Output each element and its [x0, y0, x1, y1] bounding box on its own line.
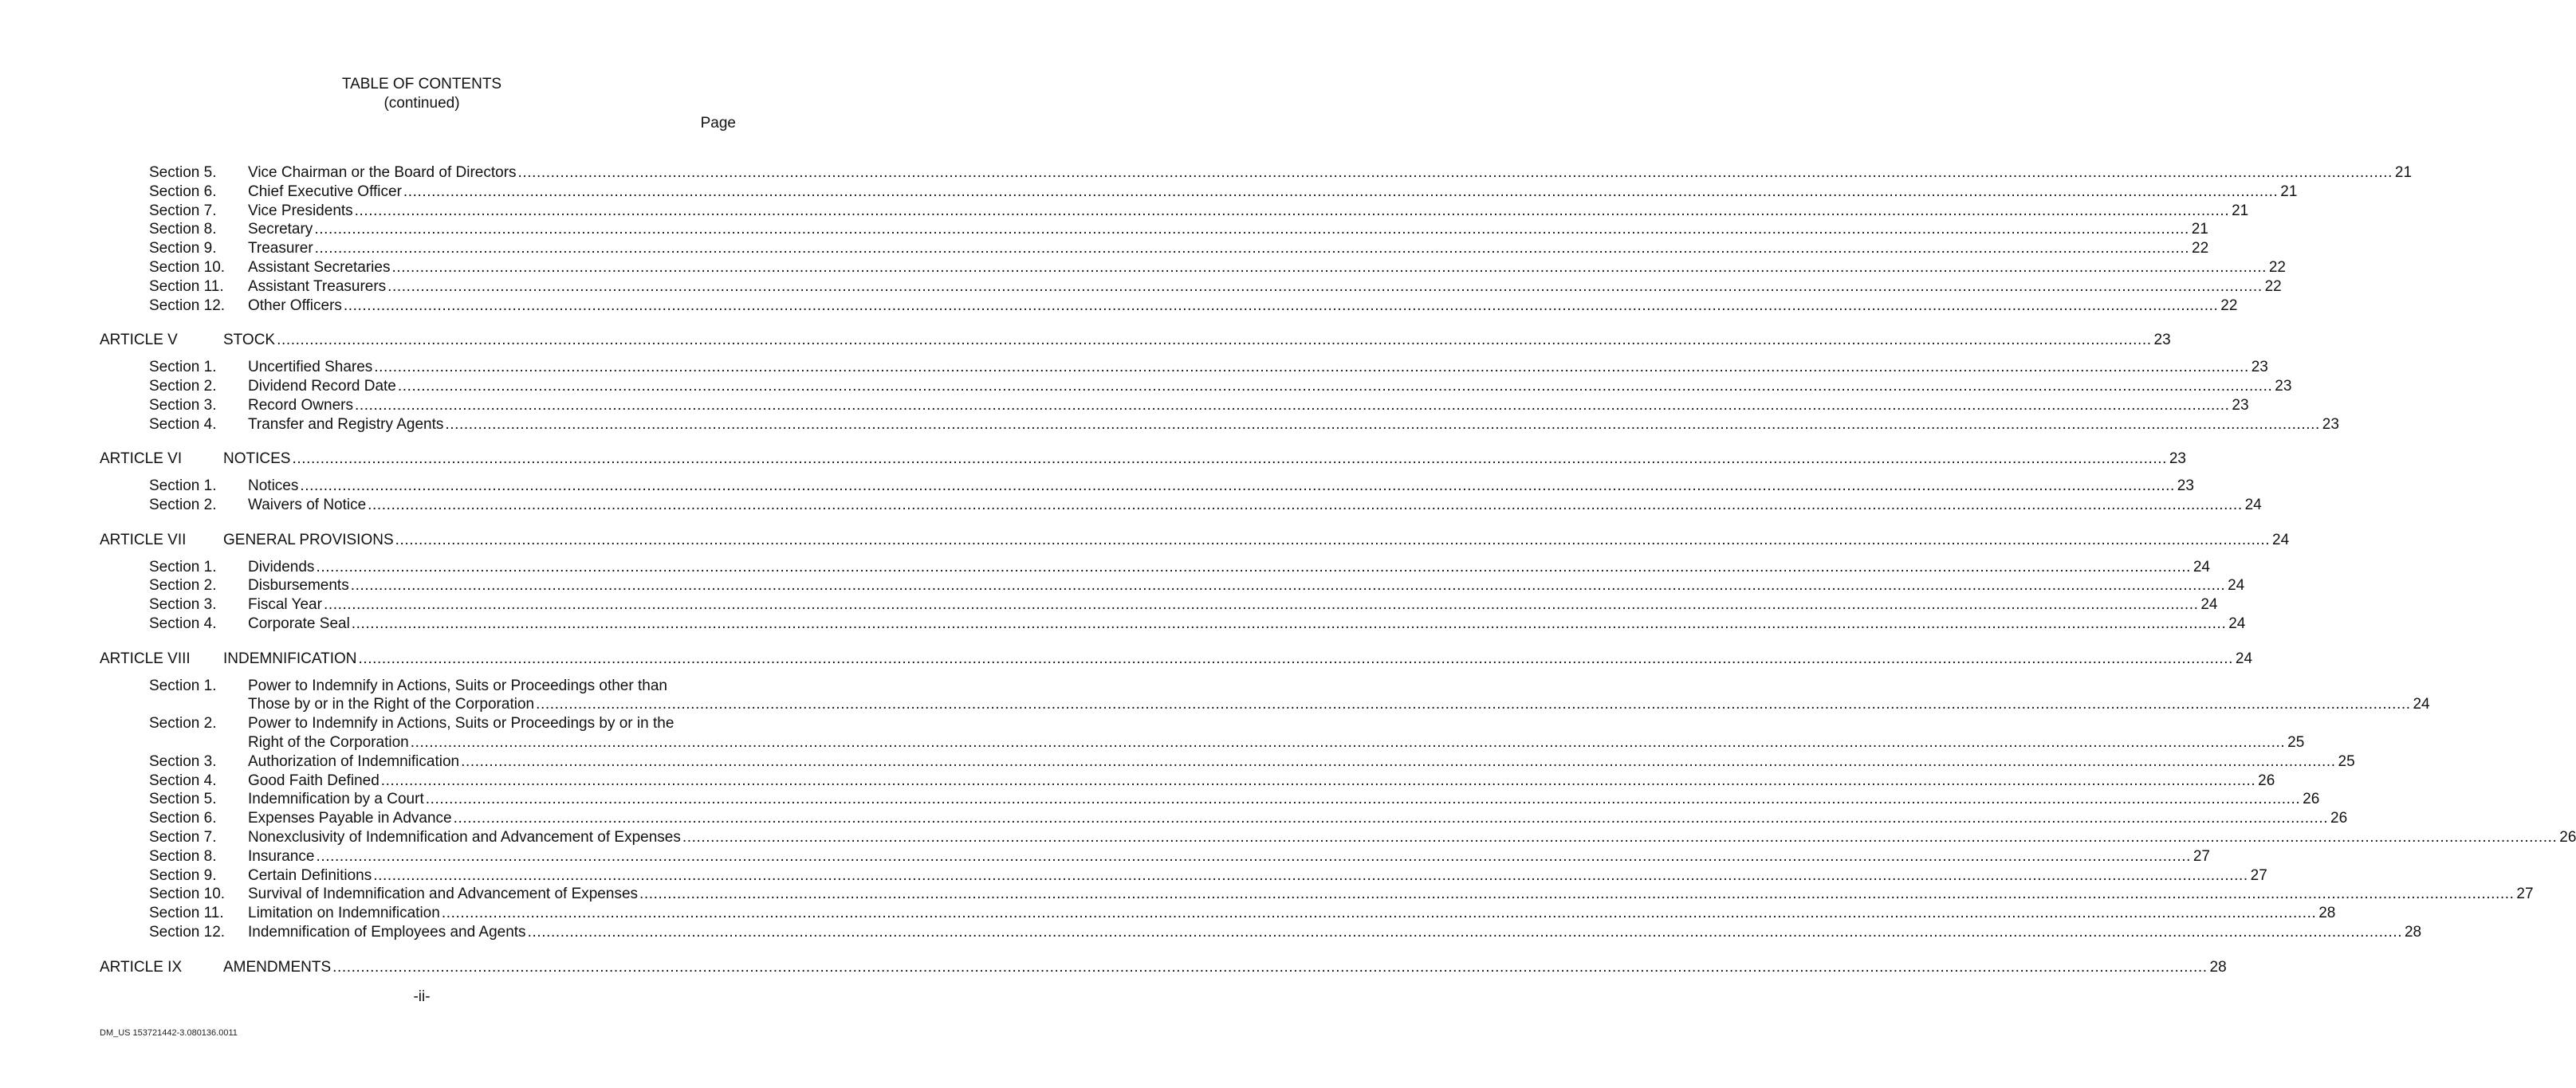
toc-section-entry[interactable]	[0, 923, 2422, 942]
section-page-number: 22	[2192, 240, 2209, 257]
section-title: Vice Presidents	[248, 202, 353, 219]
section-leader-line	[248, 358, 2268, 377]
dot-leader: ................................................................................................................................................................................................................................................................................................................................................................................................................	[380, 772, 2256, 789]
section-page-number: 26	[2559, 829, 2576, 846]
toc-section-entry[interactable]	[0, 595, 2218, 615]
article-number: ARTICLE IX	[100, 958, 183, 976]
section-title: Vice Chairman or the Board of Directors	[248, 164, 517, 181]
section-number: Section 12.	[149, 924, 226, 941]
toc-subtitle: (continued)	[383, 95, 460, 112]
section-title: Indemnification by a Court	[248, 791, 424, 808]
section-leader-line	[248, 202, 2249, 221]
dot-leader: ................................................................................................................................................................................................................................................................................................................................................................................................................	[397, 378, 2273, 395]
section-title: Record Owners	[248, 396, 353, 414]
article-leader-line	[223, 958, 2227, 977]
dot-leader: ................................................................................................................................................................................................................................................................................................................................................................................................................	[316, 558, 2191, 575]
toc-section-entry[interactable]	[0, 415, 2339, 434]
toc-section-entry[interactable]	[0, 377, 2292, 396]
section-title: Waivers of Notice	[248, 497, 367, 513]
article-title: GENERAL PROVISIONS	[223, 531, 394, 548]
section-number: Section 3.	[149, 396, 217, 414]
section-number: Section 11.	[149, 905, 224, 922]
section-number: Section 3.	[149, 596, 217, 614]
section-title: Chief Executive Officer	[248, 183, 402, 200]
section-title: Power to Indemnify in Actions, Suits or Proceedings other than	[248, 677, 667, 694]
article-title: STOCK	[223, 332, 276, 349]
article-title: NOTICES	[223, 450, 291, 468]
section-leader-line	[248, 923, 2422, 942]
section-title: Notices	[248, 477, 299, 495]
section-title: Certain Definitions	[248, 866, 372, 884]
dot-leader: ................................................................................................................................................................................................................................................................................................................................................................................................................	[441, 905, 2317, 922]
dot-leader: ................................................................................................................................................................................................................................................................................................................................................................................................................	[374, 359, 2249, 376]
dot-leader: ................................................................................................................................................................................................................................................................................................................................................................................................................	[323, 596, 2199, 614]
section-leader-line	[248, 809, 2348, 828]
toc-section-entry[interactable]	[0, 297, 2238, 316]
section-number: Section 7.	[149, 829, 217, 846]
section-leader-line	[248, 576, 2245, 595]
section-leader-line	[248, 790, 2320, 809]
dot-leader: ................................................................................................................................................................................................................................................................................................................................................................................................................	[368, 497, 2243, 513]
section-title: Limitation on Indemnification	[248, 905, 440, 922]
section-number: Section 6.	[149, 183, 217, 200]
toc-article-entry[interactable]	[0, 331, 2171, 350]
section-page-number: 21	[2191, 221, 2208, 238]
section-number: Section 9.	[149, 240, 217, 257]
section-title: Fiscal Year	[248, 596, 322, 614]
dot-leader: ................................................................................................................................................................................................................................................................................................................................................................................................................	[639, 886, 2515, 903]
toc-section-entry[interactable]	[0, 847, 2210, 866]
section-page-number: 23	[2322, 415, 2339, 433]
toc-article-entry[interactable]	[0, 450, 2186, 469]
section-title: Uncertified Shares	[248, 359, 373, 376]
section-title: Secretary	[248, 221, 313, 238]
dot-leader: ................................................................................................................................................................................................................................................................................................................................................................................................................	[358, 650, 2234, 667]
section-number: Section 7.	[149, 202, 217, 219]
page-number: -ii-	[413, 988, 431, 1005]
section-number: Section 11.	[149, 277, 224, 295]
section-page-number: 22	[2220, 297, 2238, 314]
section-title: Corporate Seal	[248, 615, 350, 632]
dot-leader: ................................................................................................................................................................................................................................................................................................................................................................................................................	[425, 791, 2301, 808]
section-title: Assistant Secretaries	[248, 259, 391, 276]
toc-section-entry-continued[interactable]	[0, 695, 2430, 714]
section-page-number: 24	[2193, 558, 2210, 575]
article-page-number: 23	[2169, 450, 2186, 468]
section-number: Section 8.	[149, 847, 217, 865]
section-number: Section 1.	[149, 677, 217, 694]
dot-leader: ................................................................................................................................................................................................................................................................................................................................................................................................................	[517, 164, 2393, 181]
dot-leader: ................................................................................................................................................................................................................................................................................................................................................................................................................	[343, 297, 2219, 314]
toc-section-entry[interactable]	[0, 558, 2210, 577]
dot-leader: ................................................................................................................................................................................................................................................................................................................................................................................................................	[387, 277, 2263, 295]
section-page-number: 24	[2244, 497, 2262, 513]
toc-section-entry[interactable]	[0, 576, 2245, 595]
section-number: Section 4.	[149, 772, 217, 789]
toc-section-entry[interactable]	[0, 258, 2286, 277]
dot-leader: ................................................................................................................................................................................................................................................................................................................................................................................................................	[373, 866, 2248, 884]
section-page-number: 28	[2404, 924, 2422, 941]
section-number: Section 5.	[149, 791, 217, 808]
section-title: Authorization of Indemnification	[248, 752, 460, 770]
dot-leader: ................................................................................................................................................................................................................................................................................................................................................................................................................	[351, 615, 2227, 632]
article-page-number: 23	[2153, 332, 2171, 349]
toc-section-entry[interactable]	[0, 202, 2249, 221]
toc-section-entry[interactable]	[0, 163, 2413, 183]
section-title: Dividend Record Date	[248, 378, 396, 395]
section-number: Section 1.	[149, 558, 217, 575]
section-page-number: 21	[2394, 164, 2413, 181]
dot-leader: ................................................................................................................................................................................................................................................................................................................................................................................................................	[403, 183, 2279, 200]
section-number: Section 4.	[149, 615, 217, 632]
section-page-number: 24	[2228, 615, 2246, 632]
section-page-number: 23	[2177, 477, 2194, 495]
section-title: Dividends	[248, 558, 315, 575]
toc-section-entry[interactable]	[0, 809, 2348, 828]
section-page-number: 26	[2303, 791, 2320, 808]
dot-leader: ................................................................................................................................................................................................................................................................................................................................................................................................................	[391, 259, 2267, 276]
section-page-number: 27	[2516, 886, 2534, 903]
section-page-number: 25	[2287, 734, 2305, 751]
dot-leader: ................................................................................................................................................................................................................................................................................................................................................................................................................	[332, 958, 2208, 976]
section-page-number: 23	[2251, 359, 2268, 376]
toc-article-entry[interactable]	[0, 531, 2290, 550]
article-number: ARTICLE VI	[100, 450, 183, 468]
section-number: Section 2.	[149, 577, 217, 595]
section-leader-line	[248, 904, 2336, 923]
toc-section-entry[interactable]	[0, 790, 2320, 809]
section-leader-line	[248, 377, 2292, 396]
dot-leader: ................................................................................................................................................................................................................................................................................................................................................................................................................	[292, 450, 2167, 468]
dot-leader: ................................................................................................................................................................................................................................................................................................................................................................................................................	[410, 734, 2286, 751]
section-leader-line	[248, 258, 2286, 277]
article-leader-line	[223, 450, 2186, 469]
article-title: INDEMNIFICATION	[223, 650, 357, 667]
section-leader-line	[248, 752, 2355, 772]
section-leader-line	[248, 415, 2339, 434]
article-leader-line	[223, 531, 2290, 550]
toc-section-entry-continued[interactable]	[0, 733, 2305, 752]
section-leader-line	[248, 297, 2238, 316]
dot-leader: ................................................................................................................................................................................................................................................................................................................................................................................................................	[314, 221, 2189, 238]
section-page-number: 24	[2228, 577, 2245, 595]
section-page-number: 23	[2232, 396, 2249, 414]
section-leader-line	[248, 615, 2246, 634]
dot-leader: ................................................................................................................................................................................................................................................................................................................................................................................................................	[445, 415, 2320, 433]
toc-section-entry[interactable]	[0, 714, 841, 733]
section-leader-line	[248, 828, 2576, 847]
section-leader-line	[248, 866, 2267, 886]
section-leader-line	[248, 695, 2430, 714]
dot-leader: ................................................................................................................................................................................................................................................................................................................................................................................................................	[277, 332, 2152, 349]
toc-section-entry[interactable]	[0, 677, 841, 696]
toc-section-entry[interactable]	[0, 277, 2282, 297]
toc-title: TABLE OF CONTENTS	[341, 76, 502, 92]
section-leader-line	[248, 847, 2210, 866]
section-number: Section 1.	[149, 477, 217, 495]
section-leader-line	[248, 496, 2262, 515]
dot-leader: ................................................................................................................................................................................................................................................................................................................................................................................................................	[355, 396, 2230, 414]
section-leader-line	[248, 595, 2218, 615]
section-title: Treasurer	[248, 240, 313, 257]
section-page-number: 22	[2264, 277, 2282, 295]
section-title: Disbursements	[248, 577, 349, 595]
section-number: Section 1.	[149, 359, 217, 376]
section-page-number: 27	[2250, 866, 2267, 884]
section-page-number: 23	[2275, 378, 2292, 395]
toc-section-entry[interactable]	[0, 220, 2208, 239]
section-leader-line	[248, 558, 2210, 577]
section-title: Indemnification of Employees and Agents	[248, 924, 526, 941]
section-page-number: 27	[2193, 847, 2210, 865]
dot-leader: ................................................................................................................................................................................................................................................................................................................................................................................................................	[527, 924, 2403, 941]
dot-leader: ................................................................................................................................................................................................................................................................................................................................................................................................................	[354, 202, 2230, 219]
section-title: Survival of Indemnification and Advancement of Expenses	[248, 886, 639, 903]
section-number: Section 2.	[149, 378, 217, 395]
section-title: Other Officers	[248, 297, 342, 314]
section-title: Those by or in the Right of the Corporation	[248, 696, 535, 713]
toc-section-entry[interactable]	[0, 615, 2246, 634]
section-leader-line	[248, 277, 2282, 297]
toc-section-entry[interactable]	[0, 885, 2534, 904]
section-leader-line	[248, 396, 2249, 415]
article-title: AMENDMENTS	[223, 958, 332, 976]
section-title: Insurance	[248, 847, 315, 865]
dot-leader: ................................................................................................................................................................................................................................................................................................................................................................................................................	[316, 847, 2191, 865]
dot-leader: ................................................................................................................................................................................................................................................................................................................................................................................................................	[453, 810, 2329, 827]
section-leader-line	[248, 220, 2208, 239]
section-page-number: 28	[2318, 905, 2336, 922]
section-page-number: 24	[2413, 696, 2430, 713]
toc-section-entry[interactable]	[0, 239, 2209, 258]
article-page-number: 24	[2272, 531, 2290, 548]
section-page-number: 21	[2280, 183, 2298, 200]
toc-article-entry[interactable]	[0, 650, 2253, 669]
section-title: Good Faith Defined	[248, 772, 380, 789]
article-leader-line	[223, 650, 2253, 669]
section-number: Section 4.	[149, 415, 217, 433]
document-id: DM_US 153721442-3.080136.0011	[100, 1028, 238, 1038]
article-page-number: 24	[2235, 650, 2253, 667]
section-number: Section 6.	[149, 810, 217, 827]
section-number: Section 10.	[149, 259, 226, 276]
section-title: Expenses Payable in Advance	[248, 810, 452, 827]
article-page-number: 28	[2209, 958, 2227, 976]
section-page-number: 21	[2232, 202, 2249, 219]
section-leader-line	[248, 183, 2298, 202]
toc-section-entry[interactable]	[0, 477, 2194, 496]
toc-article-entry[interactable]	[0, 958, 2227, 977]
toc-section-entry[interactable]	[0, 358, 2268, 377]
dot-leader: ................................................................................................................................................................................................................................................................................................................................................................................................................	[682, 829, 2558, 846]
dot-leader: ................................................................................................................................................................................................................................................................................................................................................................................................................	[300, 477, 2175, 495]
section-leader-line	[248, 163, 2413, 183]
dot-leader: ................................................................................................................................................................................................................................................................................................................................................................................................................	[395, 531, 2271, 548]
dot-leader: ................................................................................................................................................................................................................................................................................................................................................................................................................	[461, 752, 2336, 770]
section-number: Section 8.	[149, 221, 217, 238]
toc-section-entry[interactable]	[0, 866, 2267, 886]
dot-leader: ................................................................................................................................................................................................................................................................................................................................................................................................................	[536, 696, 2411, 713]
toc-section-entry[interactable]	[0, 772, 2275, 791]
section-number: Section 2.	[149, 497, 217, 513]
toc-section-entry[interactable]	[0, 496, 2262, 515]
dot-leader: ................................................................................................................................................................................................................................................................................................................................................................................................................	[314, 240, 2190, 257]
page-column-label: Page	[700, 115, 736, 132]
section-title: Nonexclusivity of Indemnification and Advancement of Expenses	[248, 829, 681, 846]
section-number: Section 5.	[149, 164, 217, 181]
section-number: Section 12.	[149, 297, 226, 314]
section-title: Right of the Corporation	[248, 734, 409, 751]
toc-section-entry[interactable]	[0, 183, 2298, 202]
dot-leader: ................................................................................................................................................................................................................................................................................................................................................................................................................	[350, 577, 2226, 595]
section-number: Section 10.	[149, 886, 226, 903]
section-number: Section 2.	[149, 715, 217, 733]
section-leader-line	[248, 477, 2194, 496]
article-leader-line	[223, 331, 2171, 350]
toc-section-entry[interactable]	[0, 828, 2576, 847]
section-leader-line	[248, 733, 2305, 752]
section-leader-line	[248, 885, 2534, 904]
section-page-number: 26	[2258, 772, 2275, 789]
section-page-number: 26	[2330, 810, 2348, 827]
section-page-number: 24	[2200, 596, 2218, 614]
section-leader-line	[248, 239, 2209, 258]
section-page-number: 25	[2338, 752, 2355, 770]
article-number: ARTICLE V	[100, 332, 178, 349]
section-leader-line	[248, 772, 2275, 791]
section-number: Section 3.	[149, 752, 217, 770]
section-title: Transfer and Registry Agents	[248, 415, 444, 433]
section-page-number: 22	[2268, 259, 2286, 276]
toc-section-entry[interactable]	[0, 396, 2249, 415]
toc-section-entry[interactable]	[0, 904, 2336, 923]
article-number: ARTICLE VII	[100, 531, 187, 548]
toc-section-entry[interactable]	[0, 752, 2355, 772]
section-title: Assistant Treasurers	[248, 277, 387, 295]
section-number: Section 9.	[149, 866, 217, 884]
section-title: Power to Indemnify in Actions, Suits or Proceedings by or in the	[248, 715, 674, 733]
article-number: ARTICLE VIII	[100, 650, 191, 667]
